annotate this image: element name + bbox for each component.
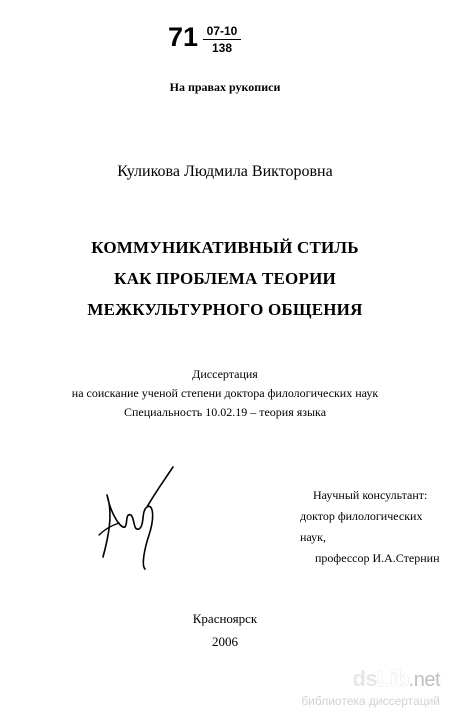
dissertation-info [0,365,450,422]
title-line-1: КОММУНИКАТИВНЫЙ СТИЛЬ [91,238,359,257]
catalog-stamp-numerator: 07-10 [206,24,238,38]
watermark-logo-lib: Lib [377,666,409,691]
title-line-2: КАК ПРОБЛЕМА ТЕОРИИ [114,269,336,288]
title-line-3: МЕЖКУЛЬТУРНОГО ОБЩЕНИЯ [87,300,363,319]
year: 2006 [212,634,238,649]
city-year-block [0,607,450,653]
dissertation-title [0,232,450,325]
consultant-name: профессор И.А.Стернин [315,551,440,565]
catalog-stamp-number: 71 [168,22,199,52]
handwritten-signature [95,465,175,575]
consultant-label: Научный консультант: [313,488,428,502]
dissertation-type: Диссертация [192,367,258,381]
watermark-logo-ds: ds [352,666,378,691]
fraction-line [203,39,241,40]
watermark-logo [352,666,440,692]
watermark-logo-tld: .net [408,669,440,691]
author-name: Куликова Людмила Викторовна [117,163,333,180]
catalog-stamp-denominator: 138 [211,41,233,55]
scientific-consultant [300,485,450,569]
city: Красноярск [192,611,258,626]
consultant-degree: доктор филологических наук, [300,509,423,544]
catalog-stamp-fraction [203,25,241,55]
watermark-caption: библиотека диссертаций [301,694,440,708]
degree-line: на соискание ученой степени доктора филологических наук [71,386,379,400]
rights-note: На правах рукописи [169,80,281,94]
specialty-line: Специальность 10.02.19 – теория языка [123,405,327,419]
